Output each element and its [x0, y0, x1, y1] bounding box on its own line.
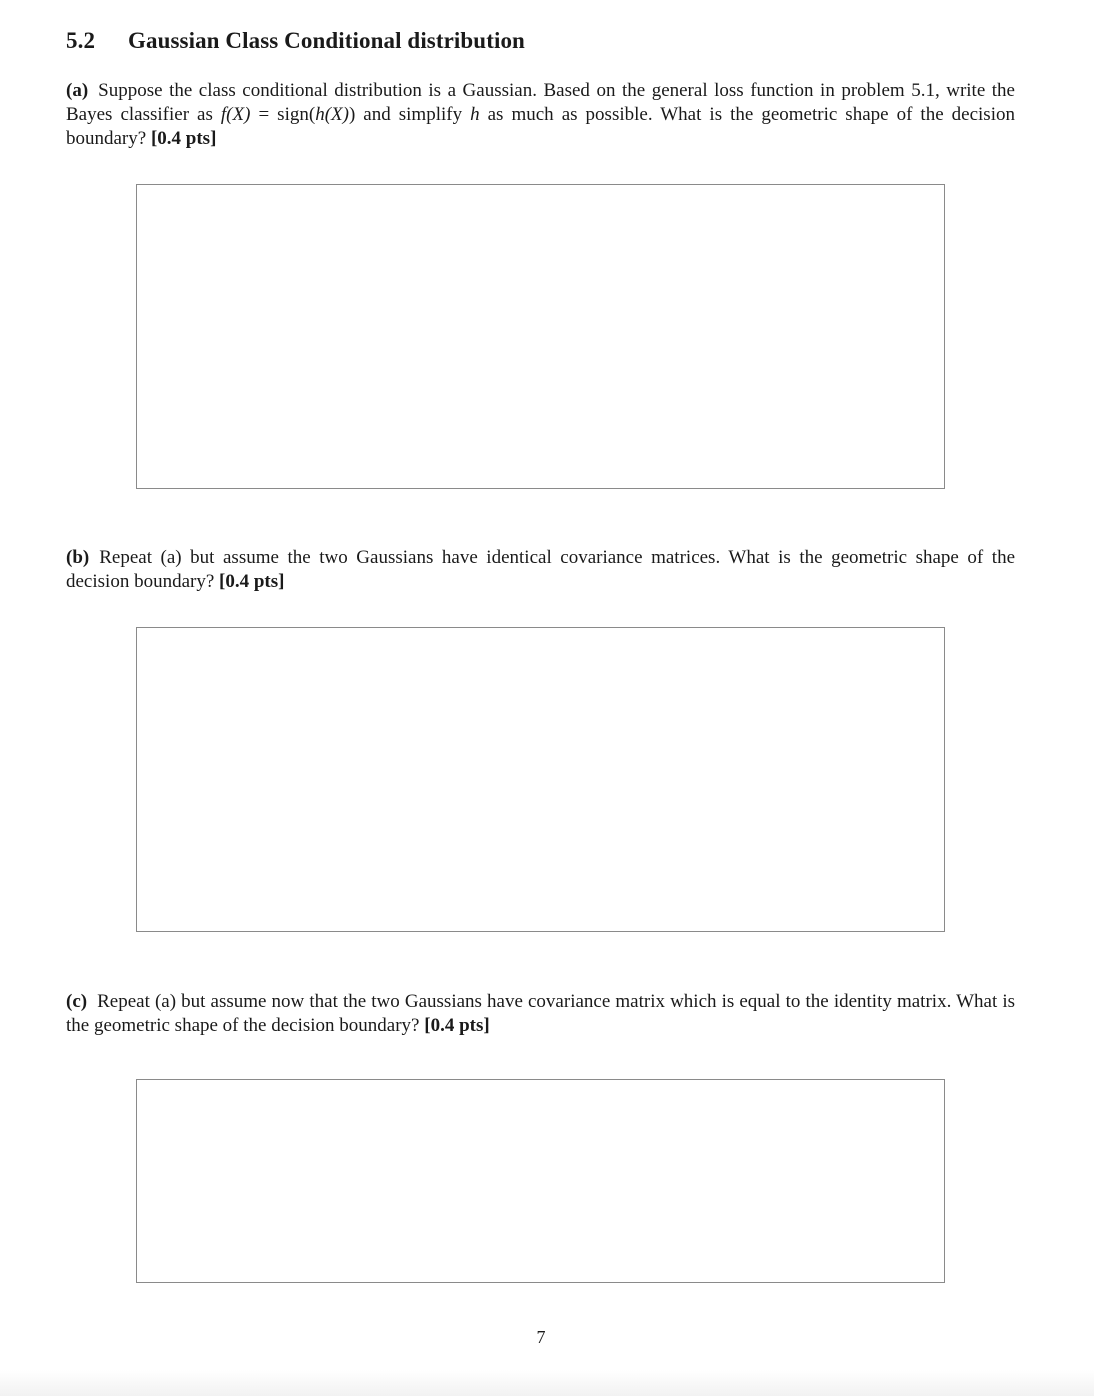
question-label: (b) [66, 547, 90, 568]
question-label: (c) [66, 991, 88, 1012]
question-text: Repeat (a) but assume now that the two Gaussians have covariance matrix which is equal to the identity matrix. What is the geometric shape of the decision boundary? [66, 991, 1015, 1036]
math-expression: f(X) [220, 104, 251, 125]
question-a [66, 79, 1015, 151]
question-text: as much as possible. What is the geometric shape of the decision boundary? [66, 104, 1015, 149]
answer-box-b[interactable] [136, 627, 945, 932]
question-b [66, 546, 1015, 594]
math-expression: h(X) [315, 104, 349, 125]
question-c [66, 990, 1015, 1038]
answer-box-a[interactable] [136, 184, 945, 489]
answer-box-c[interactable] [136, 1079, 945, 1283]
points-label: [0.4 pts] [219, 571, 285, 592]
points-label: [0.4 pts] [424, 1015, 490, 1036]
section-title: Gaussian Class Conditional distribution [128, 28, 525, 53]
points-label: [0.4 pts] [150, 128, 217, 149]
section-heading [66, 28, 525, 54]
page-number: 7 [536, 1327, 546, 1347]
question-text: = sign( [250, 104, 316, 125]
math-expression: h [470, 104, 480, 125]
section-number: 5.2 [66, 28, 96, 53]
question-text: Repeat (a) but assume the two Gaussians have identical covariance matrices. What is the geometric shape of the decision boundary? [66, 547, 1015, 592]
question-label: (a) [66, 80, 89, 101]
question-text: ) and simplify [348, 104, 471, 125]
page-bottom-shadow [0, 1370, 1094, 1396]
question-text: Suppose the class conditional distribution is a Gaussian. Based on the general loss function in problem 5.1, write the Bayes classifier as [66, 80, 1015, 125]
